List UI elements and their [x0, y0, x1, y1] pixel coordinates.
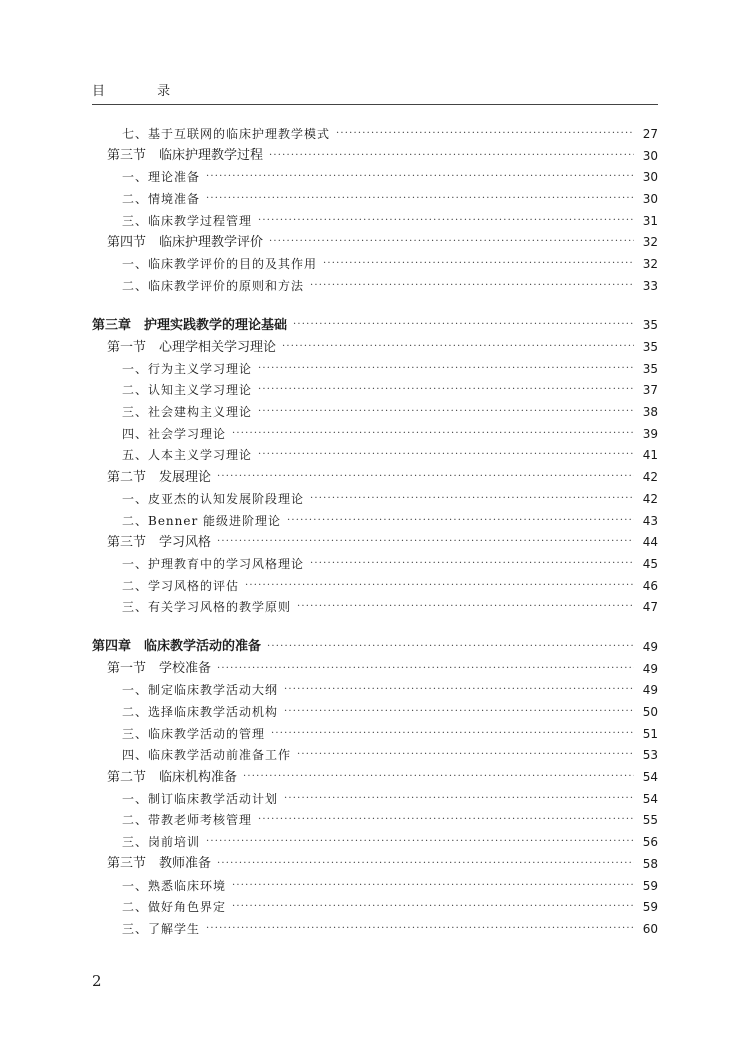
toc-page-number: 59 — [642, 900, 658, 915]
toc-entry-title: 一、理论准备 — [122, 170, 201, 185]
toc-entry-title: 第二节 发展理论 — [107, 469, 212, 485]
dot-leader — [336, 129, 634, 139]
toc-item-row[interactable] — [92, 788, 658, 810]
table-of-contents — [92, 123, 658, 940]
toc-entry-title: 第四章 临床教学活动的准备 — [92, 639, 262, 655]
dot-leader — [258, 450, 634, 460]
dot-leader — [269, 151, 634, 161]
toc-page-number: 41 — [642, 448, 658, 463]
toc-page-number: 51 — [642, 726, 658, 741]
toc-page-number: 30 — [642, 191, 658, 206]
toc-item-row[interactable] — [92, 701, 658, 723]
dot-leader — [287, 516, 634, 526]
toc-page-number: 53 — [642, 748, 658, 763]
toc-entry-title: 第三章 护理实践教学的理论基础 — [92, 317, 288, 333]
toc-section-row[interactable] — [92, 466, 658, 488]
toc-page-number: 54 — [642, 791, 658, 806]
dot-leader — [258, 216, 634, 226]
dot-leader — [323, 259, 634, 269]
dot-leader — [243, 772, 634, 782]
toc-entry-title: 三、有关学习风格的教学原则 — [122, 600, 292, 615]
toc-chapter-row[interactable] — [92, 636, 658, 658]
toc-section-row[interactable] — [92, 658, 658, 680]
toc-entry-title: 二、做好角色界定 — [122, 900, 227, 915]
dot-leader — [310, 559, 634, 569]
dot-leader — [284, 707, 634, 717]
dot-leader — [310, 281, 634, 291]
toc-entry-title: 三、临床教学活动的管理 — [122, 726, 266, 741]
toc-page-number: 35 — [642, 361, 658, 376]
toc-page-number: 49 — [642, 639, 658, 654]
toc-entry-title: 三、社会建构主义理论 — [122, 405, 253, 420]
dot-leader — [245, 581, 634, 591]
toc-entry-title: 二、带教老师考核管理 — [122, 813, 253, 828]
toc-item-row[interactable] — [92, 680, 658, 702]
running-header — [92, 80, 658, 106]
dot-leader — [267, 642, 634, 652]
toc-page-number: 54 — [642, 770, 658, 785]
dot-leader — [258, 815, 634, 825]
toc-page-number: 42 — [642, 470, 658, 485]
toc-entry-title: 第一节 学校准备 — [107, 661, 212, 677]
toc-item-row[interactable] — [92, 723, 658, 745]
toc-section-row[interactable] — [92, 531, 658, 553]
toc-item-row[interactable] — [92, 553, 658, 575]
toc-page-number: 45 — [642, 556, 658, 571]
dot-leader — [217, 859, 634, 869]
dot-leader — [297, 750, 634, 760]
dot-leader — [206, 837, 634, 847]
toc-section-row[interactable] — [92, 766, 658, 788]
toc-item-row[interactable] — [92, 745, 658, 767]
dot-leader — [206, 924, 634, 934]
toc-entry-title: 第三节 学习风格 — [107, 534, 212, 550]
toc-entry-title: 一、熟悉临床环境 — [122, 878, 227, 893]
dot-leader — [271, 729, 634, 739]
toc-section-row[interactable] — [92, 336, 658, 358]
toc-chapter-row[interactable] — [92, 315, 658, 337]
toc-page-number: 32 — [642, 235, 658, 250]
toc-entry-title: 一、制定临床教学活动大纲 — [122, 683, 279, 698]
toc-item-row[interactable] — [92, 358, 658, 380]
toc-page-number: 50 — [642, 705, 658, 720]
toc-item-row[interactable] — [92, 575, 658, 597]
toc-page-number: 47 — [642, 600, 658, 615]
dot-leader — [297, 602, 634, 612]
toc-entry-title: 一、临床教学评价的目的及其作用 — [122, 256, 318, 271]
toc-item-row[interactable] — [92, 831, 658, 853]
toc-entry-title: 第一节 心理学相关学习理论 — [107, 339, 277, 355]
toc-item-row[interactable] — [92, 896, 658, 918]
toc-page-number: 55 — [642, 813, 658, 828]
toc-page-number: 31 — [642, 213, 658, 228]
toc-entry-title: 第四节 临床护理教学评价 — [107, 234, 264, 250]
toc-entry-title: 二、Benner 能级进阶理论 — [122, 513, 282, 528]
dot-leader — [310, 494, 634, 504]
toc-item-row[interactable] — [92, 423, 658, 445]
dot-leader — [217, 664, 634, 674]
dot-leader — [217, 537, 634, 547]
toc-item-row[interactable] — [92, 510, 658, 532]
toc-section-row[interactable] — [92, 145, 658, 167]
dot-leader — [232, 902, 634, 912]
toc-page-number: 33 — [642, 278, 658, 293]
toc-page-number: 39 — [642, 426, 658, 441]
toc-item-row[interactable] — [92, 123, 658, 145]
toc-section-row[interactable] — [92, 231, 658, 253]
toc-entry-title: 第三节 临床护理教学过程 — [107, 148, 264, 164]
toc-page-number: 30 — [642, 148, 658, 163]
toc-entry-title: 二、学习风格的评估 — [122, 578, 240, 593]
toc-page-number: 44 — [642, 535, 658, 550]
toc-page-number: 46 — [642, 578, 658, 593]
toc-entry-title: 三、岗前培训 — [122, 835, 201, 850]
toc-page-number: 35 — [642, 318, 658, 333]
toc-page-number: 59 — [642, 878, 658, 893]
page-number: 2 — [92, 972, 102, 990]
dot-leader — [206, 172, 634, 182]
toc-entry-title: 一、皮亚杰的认知发展阶段理论 — [122, 491, 305, 506]
toc-entry-title: 一、行为主义学习理论 — [122, 361, 253, 376]
toc-entry-title: 一、护理教育中的学习风格理论 — [122, 556, 305, 571]
dot-leader — [258, 385, 634, 395]
toc-entry-title: 五、人本主义学习理论 — [122, 448, 253, 463]
toc-item-row[interactable] — [92, 596, 658, 618]
toc-item-row[interactable] — [92, 166, 658, 188]
toc-item-row[interactable] — [92, 275, 658, 297]
toc-page-number: 58 — [642, 856, 658, 871]
toc-entry-title: 七、基于互联网的临床护理教学模式 — [122, 126, 331, 141]
toc-entry-title: 一、制订临床教学活动计划 — [122, 791, 279, 806]
dot-leader — [293, 320, 634, 330]
dot-leader — [232, 429, 634, 439]
toc-page-number: 35 — [642, 340, 658, 355]
toc-page-number: 38 — [642, 405, 658, 420]
toc-item-row[interactable] — [92, 875, 658, 897]
toc-entry-title: 二、选择临床教学活动机构 — [122, 705, 279, 720]
dot-leader — [206, 194, 634, 204]
toc-entry-title: 三、临床教学过程管理 — [122, 213, 253, 228]
toc-page-number: 43 — [642, 513, 658, 528]
toc-entry-title: 二、认知主义学习理论 — [122, 383, 253, 398]
dot-leader — [258, 364, 634, 374]
toc-entry-title: 四、临床教学活动前准备工作 — [122, 748, 292, 763]
toc-entry-title: 第三节 教师准备 — [107, 856, 212, 872]
toc-item-row[interactable] — [92, 188, 658, 210]
toc-entry-title: 四、社会学习理论 — [122, 426, 227, 441]
toc-page-number: 49 — [642, 683, 658, 698]
toc-item-row[interactable] — [92, 253, 658, 275]
toc-page-number: 32 — [642, 256, 658, 271]
toc-page-number: 60 — [642, 921, 658, 936]
toc-page-number: 27 — [642, 126, 658, 141]
toc-entry-title: 二、临床教学评价的原则和方法 — [122, 278, 305, 293]
toc-page-number: 49 — [642, 661, 658, 676]
toc-page-number: 56 — [642, 835, 658, 850]
toc-item-row[interactable] — [92, 401, 658, 423]
dot-leader — [284, 794, 634, 804]
dot-leader — [258, 407, 634, 417]
toc-section-row[interactable] — [92, 853, 658, 875]
toc-item-row[interactable] — [92, 918, 658, 940]
toc-item-row[interactable] — [92, 380, 658, 402]
toc-page-number: 30 — [642, 170, 658, 185]
dot-leader — [269, 237, 634, 247]
toc-item-row[interactable] — [92, 488, 658, 510]
toc-entry-title: 三、了解学生 — [122, 921, 201, 936]
header-rule — [92, 104, 658, 105]
toc-entry-title: 二、情境准备 — [122, 191, 201, 206]
dot-leader — [232, 881, 634, 891]
toc-page-number: 42 — [642, 491, 658, 506]
toc-item-row[interactable] — [92, 210, 658, 232]
toc-entry-title: 第二节 临床机构准备 — [107, 769, 238, 785]
toc-item-row[interactable] — [92, 810, 658, 832]
header-title: 目 录 — [92, 84, 195, 99]
dot-leader — [217, 472, 634, 482]
toc-item-row[interactable] — [92, 445, 658, 467]
toc-page-number: 37 — [642, 383, 658, 398]
dot-leader — [284, 685, 634, 695]
dot-leader — [282, 342, 634, 352]
